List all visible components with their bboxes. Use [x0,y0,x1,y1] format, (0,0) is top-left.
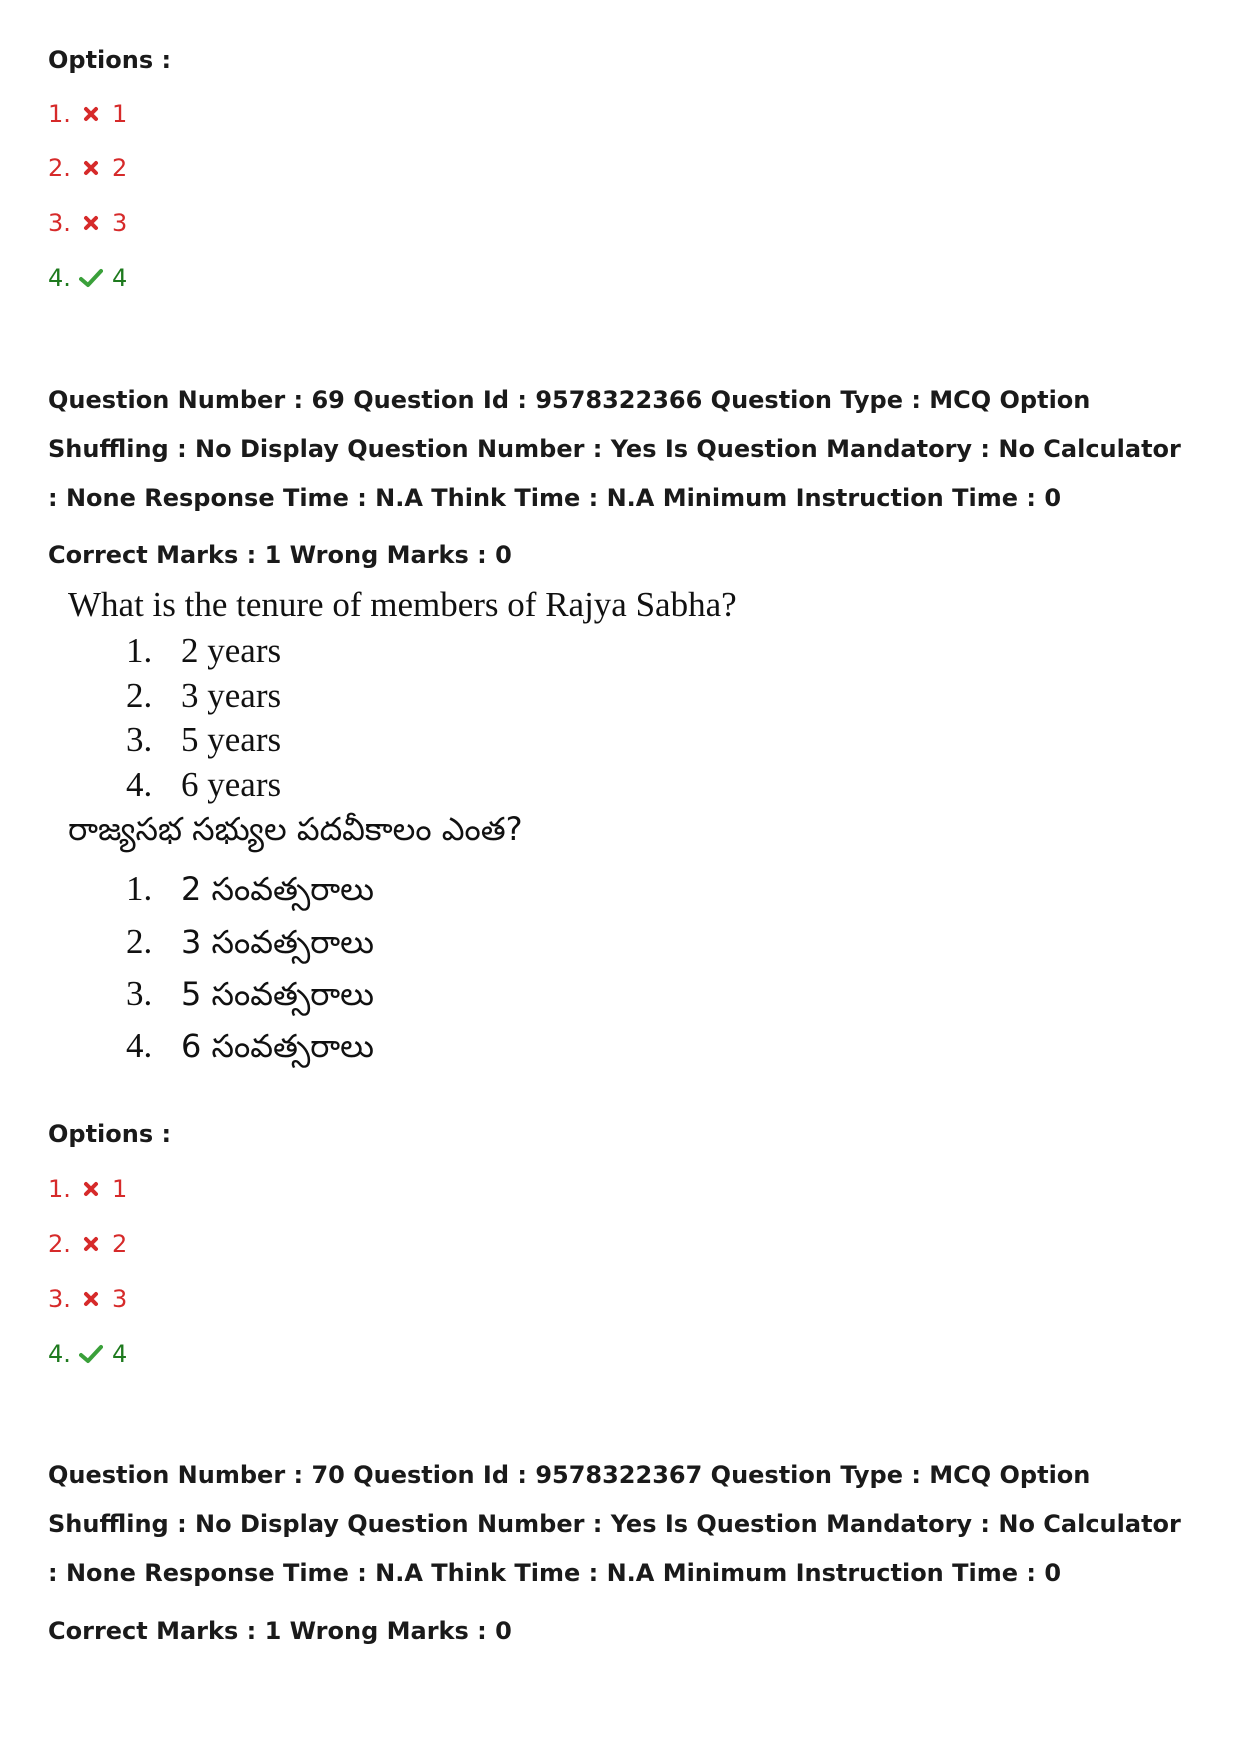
option-value: 3 [112,1285,128,1313]
option-number: 1. [48,100,71,128]
cross-icon [76,106,106,122]
option-number: 2. [48,154,71,182]
choice-te-4: 4. 6 సంవత్సరాలు [126,1026,374,1065]
choice-en-2: 2. 3 years [126,676,282,715]
marks-info: Correct Marks : 1 Wrong Marks : 0 [48,1617,512,1645]
option-number: 4. [48,1340,71,1368]
option-value: 1 [112,100,128,128]
choice-te-1: 1. 2 సంవత్సరాలు [126,869,374,908]
question-image [58,585,858,1080]
question-meta: Question Number : 69 Question Id : 9578322366 Question Type : MCQ Option Shuffling : No Display Question Number : Yes Is Question Mandatory : No Calculator : None Response Time : N.A Think Time : N.A Minimum Instruction Time : 0 [48,386,1181,512]
check-icon [76,268,106,288]
cross-icon [76,1181,106,1197]
option-1 [48,1175,127,1203]
option-number: 1. [48,1175,71,1203]
choice-te-3: 3. 5 సంవత్సరాలు [126,974,374,1013]
cross-icon [76,1236,106,1252]
option-number: 4. [48,264,71,292]
option-value: 3 [112,209,128,237]
option-value: 2 [112,1230,128,1258]
option-value: 4 [112,264,128,292]
cross-icon [76,1291,106,1307]
option-value: 1 [112,1175,128,1203]
option-value: 2 [112,154,128,182]
option-4 [48,1340,127,1368]
options-label: Options : [48,46,172,74]
choice-en-4: 4. 6 years [126,765,282,804]
choice-en-3: 3. 5 years [126,720,282,759]
check-icon [76,1344,106,1364]
option-value: 4 [112,1340,128,1368]
question-text-en: What is the tenure of members of Rajya Sabha? [68,585,737,624]
option-2 [48,154,127,182]
option-3 [48,209,127,237]
option-number: 2. [48,1230,71,1258]
option-1 [48,100,127,128]
question-text-te: రాజ్యసభ సభ్యుల పదవీకాలం ఎంత? [68,810,523,848]
option-number: 3. [48,209,71,237]
option-2 [48,1230,127,1258]
cross-icon [76,215,106,231]
option-3 [48,1285,127,1313]
cross-icon [76,160,106,176]
choice-en-1: 1. 2 years [126,631,282,670]
choice-te-2: 2. 3 సంవత్సరాలు [126,922,374,961]
option-number: 3. [48,1285,71,1313]
marks-info: Correct Marks : 1 Wrong Marks : 0 [48,541,512,569]
options-label: Options : [48,1120,172,1148]
option-4 [48,264,127,292]
question-meta: Question Number : 70 Question Id : 9578322367 Question Type : MCQ Option Shuffling : No Display Question Number : Yes Is Question Mandatory : No Calculator : None Response Time : N.A Think Time : N.A Minimum Instruction Time : 0 [48,1461,1181,1587]
